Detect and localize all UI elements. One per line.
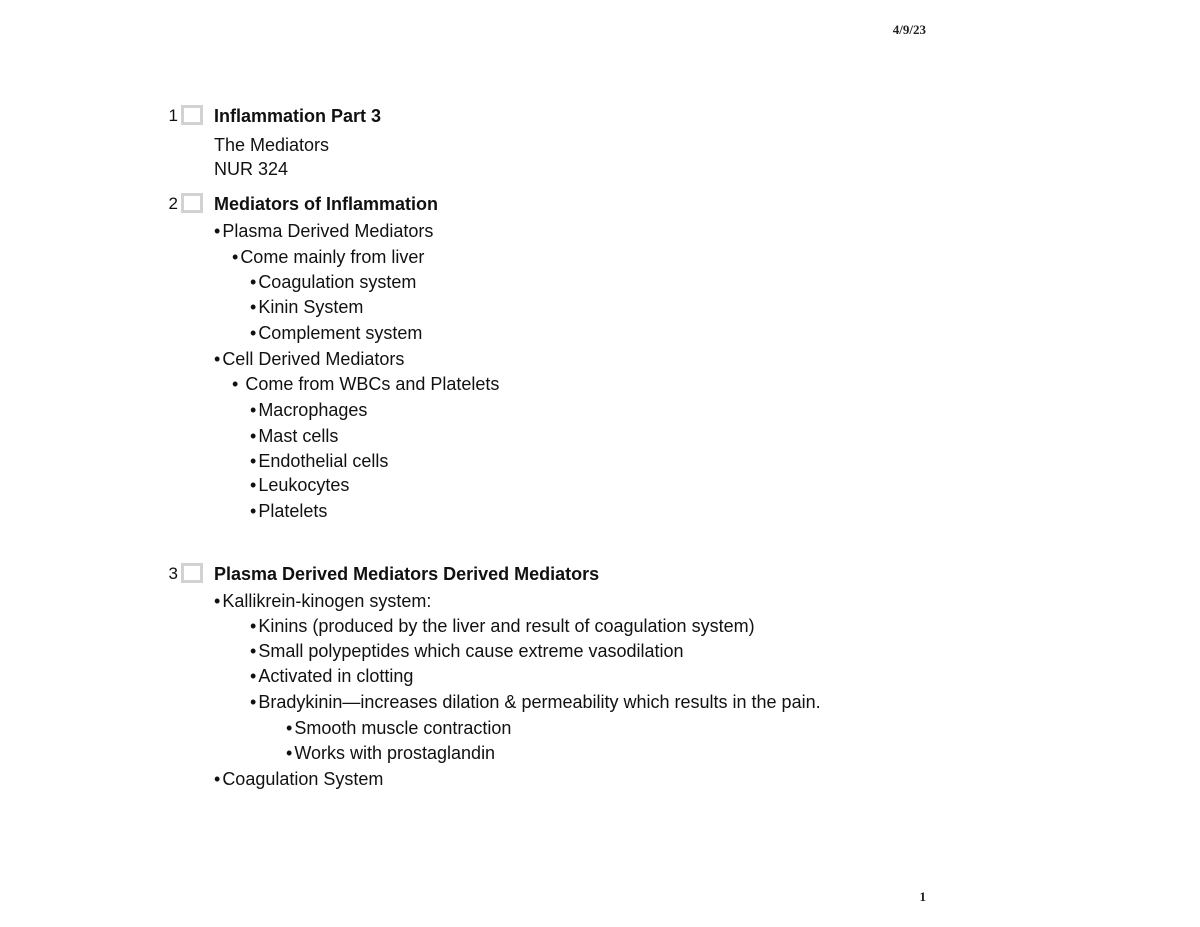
bullet-item: • Activated in clotting [250,666,414,686]
slide-number: 2 [168,194,178,213]
slide-title: Mediators of Inflammation [214,194,439,214]
bullet-item: • Kinin System [250,297,364,317]
bullet-item: • Complement system [250,323,423,343]
slide-title: Plasma Derived Mediators Derived Mediators [214,564,600,584]
bullet-icon: • [250,451,257,471]
subtitle-line: NUR 324 [214,159,289,179]
bullet-icon: • [232,374,239,394]
slide-thumbnail[interactable] [181,563,203,583]
bullet-icon: • [286,743,293,763]
bullet-item: • Works with prostaglandin [286,743,496,763]
bullet-item: • Small polypeptides which cause extreme vasodilation [250,641,684,661]
bullet-item: • Endothelial cells [250,451,389,471]
bullet-icon: • [214,349,221,369]
bullet-item: • Macrophages [250,400,368,420]
bullet-item: • Come mainly from liver [232,247,425,267]
bullet-item: • Platelets [250,501,328,521]
bullet-icon: • [250,323,257,343]
bullet-icon: • [250,400,257,420]
bullet-icon: • [286,718,293,738]
bullet-item: • Kallikrein-kinogen system: [214,591,432,611]
bullet-item: • Plasma Derived Mediators [214,221,434,241]
bullet-icon: • [250,501,257,521]
slide-number: 3 [168,564,178,583]
bullet-item: • Come from WBCs and Platelets [232,374,500,394]
bullet-item: • Kinins (produced by the liver and result of coagulation system) [250,616,755,636]
bullet-icon: • [250,641,257,661]
bullet-icon: • [250,475,257,495]
bullet-icon: • [214,769,221,789]
slide-thumbnail[interactable] [181,105,203,125]
bullet-icon: • [250,616,257,636]
bullet-icon: • [250,272,257,292]
bullet-item: • Bradykinin—increases dilation & permeability which results in the pain. [250,692,821,712]
bullet-item: • Smooth muscle contraction [286,718,512,738]
bullet-icon: • [214,591,221,611]
slide-number: 1 [168,106,178,125]
slide-thumbnail[interactable] [181,193,203,213]
bullet-icon: • [250,297,257,317]
bullet-icon: • [250,692,257,712]
bullet-icon: • [250,426,257,446]
bullet-item: • Mast cells [250,426,339,446]
page-number: 1 [919,889,926,904]
bullet-icon: • [214,221,221,241]
subtitle-line: The Mediators [214,135,330,155]
bullet-icon: • [232,247,239,267]
slide-title: Inflammation Part 3 [214,106,382,126]
bullet-item: • Coagulation system [250,272,417,292]
bullet-item: • Leukocytes [250,475,350,495]
bullet-item: • Cell Derived Mediators [214,349,405,369]
bullet-item: • Coagulation System [214,769,384,789]
header-date: 4/9/23 [892,22,926,37]
bullet-icon: • [250,666,257,686]
